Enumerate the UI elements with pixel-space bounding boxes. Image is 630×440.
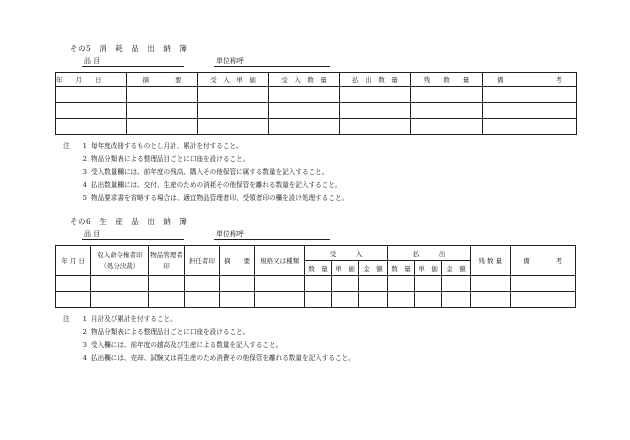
cell[interactable]	[415, 276, 442, 292]
section1-unit-label: 単位称呼	[216, 57, 244, 65]
cell[interactable]	[127, 103, 198, 119]
cell[interactable]	[442, 276, 471, 292]
cell[interactable]	[184, 292, 219, 308]
section2-note-3: 3 受入欄には、前年度の越高及び生産による数量を記入すること。	[82, 341, 283, 349]
cell[interactable]	[56, 119, 127, 135]
cell[interactable]	[442, 292, 471, 308]
section1-note-4: 4 払出数量欄には、交付、生産のための消耗その他保管を離れる数量を記入すること。	[82, 181, 342, 189]
header-receive-qty: 受 入 数 量	[269, 73, 340, 87]
cell[interactable]	[411, 119, 483, 135]
section2-note-4: 4 払出欄には、売却、試験又は再生産のため消費その他保管を離れる数量を記入すること。	[82, 354, 355, 362]
notes-lead: 注	[63, 315, 70, 323]
cell[interactable]	[415, 292, 442, 308]
header-receive: 受 入	[305, 246, 388, 261]
header-receive-qty: 数 量	[305, 261, 332, 276]
cell[interactable]	[184, 276, 219, 292]
cell[interactable]	[269, 119, 340, 135]
cell[interactable]	[483, 119, 577, 135]
header-pay-amount: 金 額	[442, 261, 471, 276]
section1-note-3: 3 受入数量欄には、前年度の残高、購入その他保管に属する数量を記入すること。	[82, 168, 329, 176]
cell[interactable]	[411, 87, 483, 103]
section1-unit-line	[214, 66, 330, 67]
cell[interactable]	[388, 276, 415, 292]
header-order-authority: 収入命令権者印（処分決裁）	[91, 246, 149, 276]
cell[interactable]	[510, 276, 576, 292]
header-date: 年 月 日	[56, 246, 91, 276]
header-remain-qty: 残 数 量	[471, 246, 510, 276]
header-summary: 摘 要	[219, 246, 254, 276]
cell[interactable]	[198, 119, 269, 135]
cell[interactable]	[219, 292, 254, 308]
cell[interactable]	[510, 292, 576, 308]
cell[interactable]	[255, 276, 305, 292]
cell[interactable]	[149, 276, 184, 292]
cell[interactable]	[411, 103, 483, 119]
header-pay-price: 単 価	[415, 261, 442, 276]
cell[interactable]	[56, 87, 127, 103]
cell[interactable]	[91, 276, 149, 292]
cell[interactable]	[305, 276, 332, 292]
section2-item-label: 品 目	[84, 230, 101, 238]
notes-lead: 注	[63, 142, 70, 150]
header-date: 年 月 日	[56, 73, 127, 87]
section1-item-line	[82, 66, 184, 67]
header-unit-price: 受 入 単 価	[198, 73, 269, 87]
cell[interactable]	[358, 276, 387, 292]
section1-note-5: 5 物品要求書を省略する場合は、適宜物品管理者印、受領者印の欄を設け処理すること。	[82, 194, 349, 202]
cell[interactable]	[483, 103, 577, 119]
cell[interactable]	[269, 87, 340, 103]
section1-note-2: 2 物品分類表による整理品目ごとに口座を設けること。	[82, 155, 250, 163]
cell[interactable]	[127, 119, 198, 135]
table2-row	[56, 276, 576, 292]
cell[interactable]	[340, 103, 411, 119]
cell[interactable]	[269, 103, 340, 119]
header-remain-qty: 残 数 量	[411, 73, 483, 87]
cell[interactable]	[332, 276, 359, 292]
cell[interactable]	[91, 292, 149, 308]
header-spec: 規格又は種類	[255, 246, 305, 276]
cell[interactable]	[198, 103, 269, 119]
cell[interactable]	[255, 292, 305, 308]
cell[interactable]	[149, 292, 184, 308]
table2-header-row-1	[56, 246, 576, 261]
header-remarks: 備 考	[483, 73, 577, 87]
cell[interactable]	[127, 87, 198, 103]
cell[interactable]	[471, 276, 510, 292]
cell[interactable]	[388, 292, 415, 308]
section2-unit-label: 単位称呼	[216, 230, 244, 238]
section1-item-label: 品 目	[84, 57, 101, 65]
table1-header-row	[56, 73, 577, 87]
header-receive-price: 単 価	[332, 261, 359, 276]
section2-note-1: 注 1 月計及び累計を付すること。	[63, 315, 177, 323]
table1-row	[56, 103, 577, 119]
cell[interactable]	[358, 292, 387, 308]
header-remarks: 備 考	[510, 246, 576, 276]
header-property-manager: 物品管理者印	[149, 246, 184, 276]
cell[interactable]	[340, 119, 411, 135]
cell[interactable]	[483, 87, 577, 103]
table1-row	[56, 119, 577, 135]
cell[interactable]	[340, 87, 411, 103]
header-summary: 摘 要	[127, 73, 198, 87]
cell[interactable]	[56, 276, 91, 292]
section2-title: その6 生 産 品 出 納 簿	[70, 217, 188, 226]
cell[interactable]	[332, 292, 359, 308]
section2-item-line	[82, 239, 184, 240]
header-receive-amount: 金 額	[358, 261, 387, 276]
section1-note-1: 注 1 毎年度改冊するものとし月計、累計を付すること。	[63, 142, 243, 150]
section2-note-2: 2 物品分類表による整理品目ごとに口座を設けること。	[82, 328, 250, 336]
section2-unit-line	[214, 239, 330, 240]
cell[interactable]	[56, 103, 127, 119]
header-pay: 払 出	[388, 246, 471, 261]
ledger-table-2	[55, 245, 576, 308]
cell[interactable]	[56, 292, 91, 308]
cell[interactable]	[305, 292, 332, 308]
cell[interactable]	[198, 87, 269, 103]
header-pay-qty: 払 出 数 量	[340, 73, 411, 87]
ledger-table-1	[55, 72, 577, 135]
header-pay-qty: 数 量	[388, 261, 415, 276]
header-person-in-charge: 担任者印	[184, 246, 219, 276]
cell[interactable]	[219, 276, 254, 292]
table2-row	[56, 292, 576, 308]
section1-title: その5 消 耗 品 出 納 簿	[70, 44, 188, 53]
table1-row	[56, 87, 577, 103]
cell[interactable]	[471, 292, 510, 308]
